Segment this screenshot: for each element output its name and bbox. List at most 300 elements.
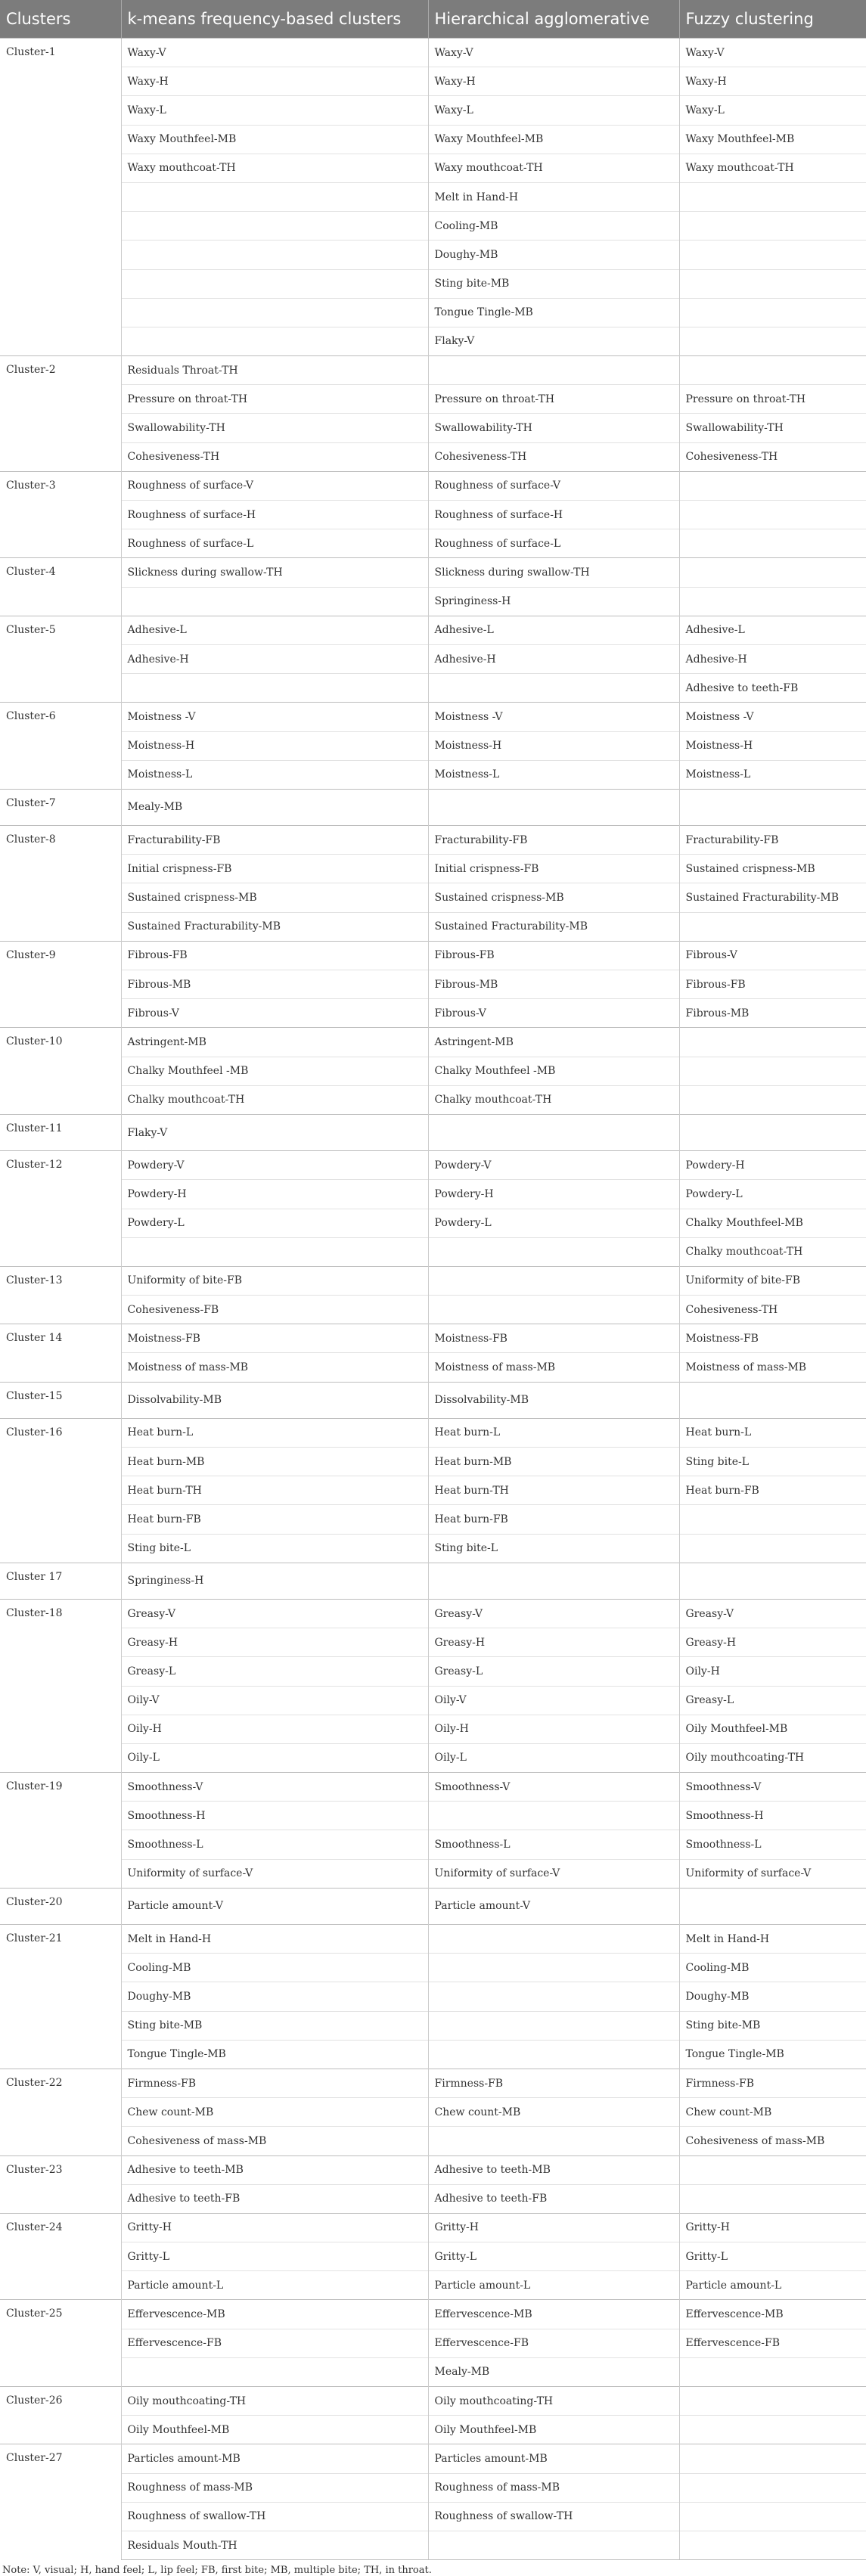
table-row <box>0 970 866 999</box>
hierarchical-cell: Sting bite-MB <box>428 269 679 298</box>
fuzzy-cell <box>679 1114 866 1150</box>
kmeans-cell: Oily-V <box>121 1686 428 1715</box>
cluster-label: Cluster 17 <box>0 1563 121 1599</box>
fuzzy-cell: Fibrous-MB <box>679 999 866 1028</box>
hierarchical-cell <box>428 356 679 385</box>
hierarchical-cell <box>428 2040 679 2069</box>
kmeans-cell: Chalky Mouthfeel -MB <box>121 1057 428 1085</box>
kmeans-cell: Greasy-L <box>121 1657 428 1686</box>
table-row <box>0 471 866 500</box>
kmeans-cell: Firmness-FB <box>121 2069 428 2097</box>
cluster-label: Cluster-9 <box>0 941 121 1028</box>
cluster-label: Cluster-6 <box>0 703 121 790</box>
fuzzy-cell <box>679 1085 866 1114</box>
table-row <box>0 269 866 298</box>
fuzzy-cell <box>679 269 866 298</box>
header-fuzzy: Fuzzy clustering <box>679 0 866 39</box>
hierarchical-cell: Moistness of mass-MB <box>428 1353 679 1382</box>
kmeans-cell <box>121 182 428 211</box>
kmeans-cell <box>121 212 428 241</box>
table-row <box>0 855 866 883</box>
kmeans-cell: Initial crispness-FB <box>121 855 428 883</box>
kmeans-cell: Adhesive-L <box>121 616 428 644</box>
kmeans-cell: Cohesiveness-TH <box>121 442 428 471</box>
fuzzy-cell: Fibrous-FB <box>679 970 866 999</box>
cluster-label: Cluster-12 <box>0 1151 121 1267</box>
fuzzy-cell <box>679 789 866 825</box>
cluster-label: Cluster-16 <box>0 1418 121 1563</box>
table-row <box>0 1180 866 1209</box>
kmeans-cell: Waxy-L <box>121 96 428 125</box>
fuzzy-cell: Waxy-L <box>679 96 866 125</box>
kmeans-cell: Roughness of mass-MB <box>121 2473 428 2502</box>
hierarchical-cell: Gritty-L <box>428 2242 679 2271</box>
cluster-label: Cluster-20 <box>0 1888 121 1924</box>
hierarchical-cell: Heat burn-TH <box>428 1476 679 1505</box>
fuzzy-cell <box>679 2387 866 2416</box>
cluster-label: Cluster-8 <box>0 826 121 942</box>
fuzzy-cell: Waxy Mouthfeel-MB <box>679 125 866 154</box>
table-row <box>0 501 866 529</box>
table-row <box>0 529 866 558</box>
table-row <box>0 1802 866 1830</box>
fuzzy-cell: Sustained crispness-MB <box>679 855 866 883</box>
fuzzy-cell <box>679 2444 866 2473</box>
fuzzy-cell: Oily mouthcoating-TH <box>679 1743 866 1772</box>
kmeans-cell: Mealy-MB <box>121 789 428 825</box>
cluster-label: Cluster-1 <box>0 39 121 356</box>
cluster-label: Cluster-22 <box>0 2069 121 2155</box>
table-row <box>0 96 866 125</box>
header-kmeans: k-means frequency-based clusters <box>121 0 428 39</box>
table-row <box>0 616 866 644</box>
hierarchical-cell: Moistness-FB <box>428 1324 679 1353</box>
kmeans-cell: Smoothness-V <box>121 1773 428 1802</box>
hierarchical-cell: Cooling-MB <box>428 212 679 241</box>
fuzzy-cell: Oily Mouthfeel-MB <box>679 1715 866 1743</box>
fuzzy-cell: Smoothness-L <box>679 1830 866 1859</box>
fuzzy-cell <box>679 2416 866 2444</box>
table-row <box>0 2069 866 2097</box>
kmeans-cell: Fracturability-FB <box>121 826 428 855</box>
hierarchical-cell <box>428 2531 679 2559</box>
fuzzy-cell <box>679 2531 866 2559</box>
table-row <box>0 125 866 154</box>
kmeans-cell: Residuals Mouth-TH <box>121 2531 428 2559</box>
hierarchical-cell <box>428 2127 679 2155</box>
hierarchical-cell: Waxy-H <box>428 67 679 96</box>
table-row <box>0 789 866 825</box>
fuzzy-cell <box>679 356 866 385</box>
table-row <box>0 1237 866 1266</box>
hierarchical-cell: Dissolvability-MB <box>428 1382 679 1418</box>
kmeans-cell: Particle amount-V <box>121 1888 428 1924</box>
table-row <box>0 2473 866 2502</box>
hierarchical-cell: Moistness -V <box>428 703 679 731</box>
table-row <box>0 356 866 385</box>
kmeans-cell: Waxy mouthcoat-TH <box>121 154 428 182</box>
fuzzy-cell <box>679 1505 866 1534</box>
kmeans-cell: Springiness-H <box>121 1563 428 1599</box>
kmeans-cell: Sustained Fracturability-MB <box>121 912 428 941</box>
hierarchical-cell: Greasy-L <box>428 1657 679 1686</box>
table-row <box>0 154 866 182</box>
kmeans-cell: Heat burn-TH <box>121 1476 428 1505</box>
fuzzy-cell: Cohesiveness of mass-MB <box>679 2127 866 2155</box>
hierarchical-cell: Doughy-MB <box>428 241 679 269</box>
table-row <box>0 1151 866 1180</box>
table-row <box>0 1266 866 1295</box>
hierarchical-cell: Firmness-FB <box>428 2069 679 2097</box>
kmeans-cell: Residuals Throat-TH <box>121 356 428 385</box>
fuzzy-cell: Sting bite-MB <box>679 2011 866 2040</box>
fuzzy-cell: Swallowability-TH <box>679 414 866 442</box>
table-row <box>0 1773 866 1802</box>
header-hierarchical: Hierarchical agglomerative <box>428 0 679 39</box>
hierarchical-cell: Roughness of mass-MB <box>428 2473 679 2502</box>
table-row <box>0 2242 866 2271</box>
fuzzy-cell: Fracturability-FB <box>679 826 866 855</box>
kmeans-cell: Tongue Tingle-MB <box>121 2040 428 2069</box>
fuzzy-cell <box>679 1028 866 1057</box>
hierarchical-cell: Roughness of surface-H <box>428 501 679 529</box>
hierarchical-cell: Heat burn-MB <box>428 1448 679 1476</box>
hierarchical-cell: Oily-L <box>428 1743 679 1772</box>
table-row <box>0 587 866 616</box>
fuzzy-cell: Powdery-L <box>679 1180 866 1209</box>
fuzzy-cell <box>679 212 866 241</box>
hierarchical-cell: Waxy Mouthfeel-MB <box>428 125 679 154</box>
header-clusters: Clusters <box>0 0 121 39</box>
fuzzy-cell <box>679 587 866 616</box>
fuzzy-cell <box>679 327 866 355</box>
cluster-label: Cluster-21 <box>0 1925 121 2069</box>
table-row <box>0 1830 866 1859</box>
hierarchical-cell: Chalky mouthcoat-TH <box>428 1085 679 1114</box>
hierarchical-cell: Oily Mouthfeel-MB <box>428 2416 679 2444</box>
table-footnote: Note: V, visual; H, hand feel; L, lip feel; FB, first bite; MB, multiple bite; TH, in throat. <box>2 2565 432 2576</box>
kmeans-cell: Moistness -V <box>121 703 428 731</box>
table-row <box>0 414 866 442</box>
hierarchical-cell: Sustained Fracturability-MB <box>428 912 679 941</box>
fuzzy-cell: Greasy-H <box>679 1628 866 1657</box>
hierarchical-cell: Flaky-V <box>428 327 679 355</box>
fuzzy-cell <box>679 1534 866 1563</box>
kmeans-cell: Heat burn-FB <box>121 1505 428 1534</box>
kmeans-cell: Heat burn-MB <box>121 1448 428 1476</box>
fuzzy-cell: Heat burn-FB <box>679 1476 866 1505</box>
hierarchical-cell: Moistness-H <box>428 731 679 760</box>
kmeans-cell: Roughness of surface-V <box>121 471 428 500</box>
table-row <box>0 2184 866 2213</box>
hierarchical-cell: Chew count-MB <box>428 2098 679 2127</box>
hierarchical-cell: Adhesive-L <box>428 616 679 644</box>
kmeans-cell: Waxy Mouthfeel-MB <box>121 125 428 154</box>
table-row <box>0 1324 866 1353</box>
table-row <box>0 1382 866 1418</box>
table-row <box>0 1563 866 1599</box>
fuzzy-cell: Melt in Hand-H <box>679 1925 866 1954</box>
kmeans-cell: Fibrous-V <box>121 999 428 1028</box>
fuzzy-cell <box>679 529 866 558</box>
kmeans-cell: Waxy-V <box>121 39 428 67</box>
hierarchical-cell: Cohesiveness-TH <box>428 442 679 471</box>
table-row <box>0 1418 866 1447</box>
hierarchical-cell: Greasy-V <box>428 1599 679 1628</box>
kmeans-cell: Roughness of surface-H <box>121 501 428 529</box>
kmeans-cell: Cohesiveness of mass-MB <box>121 2127 428 2155</box>
table-row <box>0 2329 866 2357</box>
table-row <box>0 941 866 970</box>
fuzzy-cell: Gritty-L <box>679 2242 866 2271</box>
table-row <box>0 703 866 731</box>
kmeans-cell: Melt in Hand-H <box>121 1925 428 1954</box>
table-row <box>0 298 866 327</box>
table-row <box>0 182 866 211</box>
kmeans-cell <box>121 327 428 355</box>
kmeans-cell: Waxy-H <box>121 67 428 96</box>
cluster-label: Cluster-26 <box>0 2387 121 2444</box>
kmeans-cell <box>121 269 428 298</box>
hierarchical-cell: Initial crispness-FB <box>428 855 679 883</box>
table-row <box>0 1085 866 1114</box>
fuzzy-cell <box>679 2155 866 2184</box>
kmeans-cell: Powdery-V <box>121 1151 428 1180</box>
table-row <box>0 731 866 760</box>
hierarchical-cell <box>428 2011 679 2040</box>
table-row <box>0 999 866 1028</box>
fuzzy-cell: Greasy-V <box>679 1599 866 1628</box>
kmeans-cell: Moistness-H <box>121 731 428 760</box>
hierarchical-cell <box>428 1296 679 1324</box>
cluster-label: Cluster-3 <box>0 471 121 558</box>
fuzzy-cell: Moistness-FB <box>679 1324 866 1353</box>
hierarchical-cell: Gritty-H <box>428 2213 679 2242</box>
kmeans-cell: Particles amount-MB <box>121 2444 428 2473</box>
hierarchical-cell: Heat burn-L <box>428 1418 679 1447</box>
fuzzy-cell: Moistness -V <box>679 703 866 731</box>
fuzzy-cell: Fibrous-V <box>679 941 866 970</box>
hierarchical-cell: Astringent-MB <box>428 1028 679 1057</box>
hierarchical-cell <box>428 674 679 703</box>
fuzzy-cell: Sustained Fracturability-MB <box>679 883 866 912</box>
hierarchical-cell: Melt in Hand-H <box>428 182 679 211</box>
hierarchical-cell <box>428 1237 679 1266</box>
table-row <box>0 2502 866 2531</box>
table-row <box>0 212 866 241</box>
kmeans-cell: Oily Mouthfeel-MB <box>121 2416 428 2444</box>
table-row <box>0 674 866 703</box>
fuzzy-cell: Smoothness-V <box>679 1773 866 1802</box>
table-row <box>0 2040 866 2069</box>
table-row <box>0 2098 866 2127</box>
table-row <box>0 2213 866 2242</box>
kmeans-cell <box>121 587 428 616</box>
kmeans-cell: Adhesive to teeth-FB <box>121 2184 428 2213</box>
hierarchical-cell: Waxy-V <box>428 39 679 67</box>
kmeans-cell: Doughy-MB <box>121 1982 428 2011</box>
cluster-label: Cluster-18 <box>0 1599 121 1772</box>
table-row <box>0 1628 866 1657</box>
table-row <box>0 1657 866 1686</box>
kmeans-cell: Moistness-FB <box>121 1324 428 1353</box>
hierarchical-cell: Effervescence-MB <box>428 2300 679 2329</box>
hierarchical-cell: Effervescence-FB <box>428 2329 679 2357</box>
table-row <box>0 2300 866 2329</box>
fuzzy-cell: Effervescence-FB <box>679 2329 866 2357</box>
cluster-label: Cluster-15 <box>0 1382 121 1418</box>
fuzzy-cell: Cohesiveness-TH <box>679 442 866 471</box>
kmeans-cell: Roughness of swallow-TH <box>121 2502 428 2531</box>
hierarchical-cell: Roughness of swallow-TH <box>428 2502 679 2531</box>
kmeans-cell: Moistness of mass-MB <box>121 1353 428 1382</box>
fuzzy-cell: Particle amount-L <box>679 2271 866 2300</box>
hierarchical-cell: Greasy-H <box>428 1628 679 1657</box>
hierarchical-cell <box>428 1802 679 1830</box>
table-row <box>0 1599 866 1628</box>
cluster-label: Cluster-10 <box>0 1028 121 1115</box>
kmeans-cell: Swallowability-TH <box>121 414 428 442</box>
kmeans-cell <box>121 2357 428 2386</box>
kmeans-cell: Uniformity of surface-V <box>121 1859 428 1888</box>
fuzzy-cell: Greasy-L <box>679 1686 866 1715</box>
cluster-label: Cluster-2 <box>0 356 121 472</box>
hierarchical-cell: Oily-H <box>428 1715 679 1743</box>
kmeans-cell: Flaky-V <box>121 1114 428 1150</box>
hierarchical-cell: Springiness-H <box>428 587 679 616</box>
kmeans-cell: Powdery-H <box>121 1180 428 1209</box>
kmeans-cell: Particle amount-L <box>121 2271 428 2300</box>
kmeans-cell: Chew count-MB <box>121 2098 428 2127</box>
kmeans-cell <box>121 241 428 269</box>
cluster-label: Cluster-23 <box>0 2155 121 2213</box>
table-row <box>0 385 866 414</box>
fuzzy-cell <box>679 501 866 529</box>
hierarchical-cell: Fracturability-FB <box>428 826 679 855</box>
fuzzy-cell: Moistness-L <box>679 760 866 789</box>
fuzzy-cell: Uniformity of bite-FB <box>679 1266 866 1295</box>
fuzzy-cell: Sting bite-L <box>679 1448 866 1476</box>
kmeans-cell: Greasy-V <box>121 1599 428 1628</box>
fuzzy-cell <box>679 1382 866 1418</box>
hierarchical-cell: Adhesive-H <box>428 644 679 673</box>
table-row <box>0 1859 866 1888</box>
fuzzy-cell <box>679 2502 866 2531</box>
fuzzy-cell: Smoothness-H <box>679 1802 866 1830</box>
hierarchical-cell: Powdery-V <box>428 1151 679 1180</box>
kmeans-cell: Effervescence-FB <box>121 2329 428 2357</box>
table-row <box>0 2416 866 2444</box>
table-row <box>0 912 866 941</box>
hierarchical-cell: Fibrous-FB <box>428 941 679 970</box>
table-row <box>0 2011 866 2040</box>
hierarchical-cell: Powdery-H <box>428 1180 679 1209</box>
fuzzy-cell: Cohesiveness-TH <box>679 1296 866 1324</box>
hierarchical-cell: Mealy-MB <box>428 2357 679 2386</box>
hierarchical-cell: Powdery-L <box>428 1209 679 1237</box>
kmeans-cell: Smoothness-H <box>121 1802 428 1830</box>
kmeans-cell: Powdery-L <box>121 1209 428 1237</box>
hierarchical-cell <box>428 789 679 825</box>
kmeans-cell: Oily-L <box>121 1743 428 1772</box>
fuzzy-cell: Waxy-H <box>679 67 866 96</box>
fuzzy-cell: Heat burn-L <box>679 1418 866 1447</box>
hierarchical-cell: Particle amount-V <box>428 1888 679 1924</box>
fuzzy-cell <box>679 2184 866 2213</box>
fuzzy-cell: Effervescence-MB <box>679 2300 866 2329</box>
kmeans-cell: Oily-H <box>121 1715 428 1743</box>
kmeans-cell: Slickness during swallow-TH <box>121 558 428 587</box>
cluster-label: Cluster-5 <box>0 616 121 703</box>
table-row <box>0 1534 866 1563</box>
fuzzy-cell: Firmness-FB <box>679 2069 866 2097</box>
kmeans-cell: Sting bite-MB <box>121 2011 428 2040</box>
kmeans-cell: Pressure on throat-TH <box>121 385 428 414</box>
hierarchical-cell: Roughness of surface-V <box>428 471 679 500</box>
cluster-label: Cluster-13 <box>0 1266 121 1324</box>
kmeans-cell: Fibrous-MB <box>121 970 428 999</box>
table-row <box>0 241 866 269</box>
fuzzy-cell <box>679 2473 866 2502</box>
table-row <box>0 1925 866 1954</box>
fuzzy-cell: Chalky mouthcoat-TH <box>679 1237 866 1266</box>
table-row <box>0 2357 866 2386</box>
hierarchical-cell: Waxy-L <box>428 96 679 125</box>
table-row <box>0 1057 866 1085</box>
hierarchical-cell: Smoothness-L <box>428 1830 679 1859</box>
table-row <box>0 2531 866 2559</box>
hierarchical-cell <box>428 1563 679 1599</box>
table-header <box>0 0 866 39</box>
fuzzy-cell: Pressure on throat-TH <box>679 385 866 414</box>
fuzzy-cell <box>679 1563 866 1599</box>
table-row <box>0 644 866 673</box>
hierarchical-cell: Fibrous-V <box>428 999 679 1028</box>
table-body <box>0 39 866 2560</box>
kmeans-cell <box>121 298 428 327</box>
fuzzy-cell: Powdery-H <box>679 1151 866 1180</box>
table-row <box>0 1888 866 1924</box>
hierarchical-cell: Sustained crispness-MB <box>428 883 679 912</box>
fuzzy-cell <box>679 1057 866 1085</box>
fuzzy-cell: Tongue Tingle-MB <box>679 2040 866 2069</box>
fuzzy-cell: Chalky Mouthfeel-MB <box>679 1209 866 1237</box>
hierarchical-cell: Fibrous-MB <box>428 970 679 999</box>
fuzzy-cell <box>679 1888 866 1924</box>
cluster-label: Cluster-24 <box>0 2213 121 2300</box>
hierarchical-cell: Particles amount-MB <box>428 2444 679 2473</box>
fuzzy-cell <box>679 2357 866 2386</box>
table-row <box>0 2387 866 2416</box>
cluster-label: Cluster-19 <box>0 1773 121 1889</box>
table-row <box>0 2271 866 2300</box>
table-row <box>0 1715 866 1743</box>
cluster-label: Cluster-25 <box>0 2300 121 2387</box>
hierarchical-cell <box>428 1954 679 1982</box>
hierarchical-cell: Adhesive to teeth-FB <box>428 2184 679 2213</box>
kmeans-cell: Astringent-MB <box>121 1028 428 1057</box>
hierarchical-cell: Slickness during swallow-TH <box>428 558 679 587</box>
kmeans-cell: Dissolvability-MB <box>121 1382 428 1418</box>
table-row <box>0 1476 866 1505</box>
kmeans-cell: Gritty-H <box>121 2213 428 2242</box>
table-row <box>0 39 866 67</box>
fuzzy-cell: Adhesive-H <box>679 644 866 673</box>
fuzzy-cell: Adhesive-L <box>679 616 866 644</box>
header-row <box>0 0 866 39</box>
kmeans-cell: Adhesive-H <box>121 644 428 673</box>
table-row <box>0 1028 866 1057</box>
